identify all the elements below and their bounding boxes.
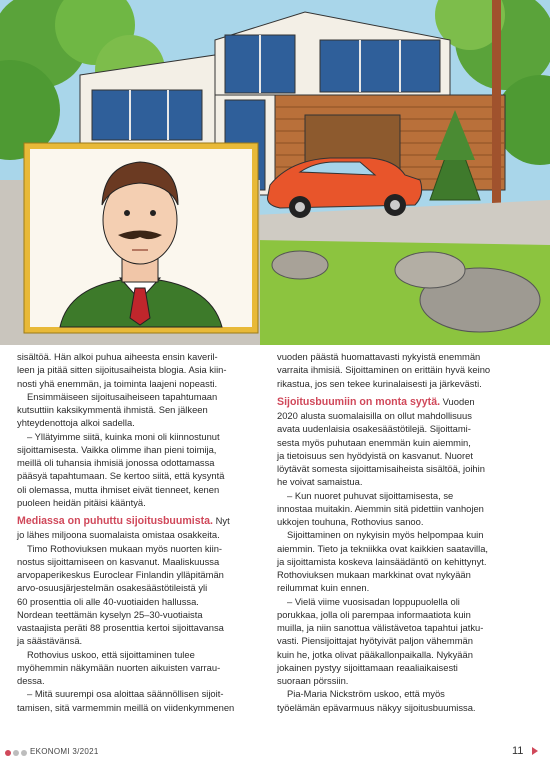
page-number: 11 — [512, 745, 524, 757]
text-line: vuoden päästä huomattavasti nykyistä enemmän — [277, 351, 481, 362]
text-line: Sijoittaminen on nykyisin myös helpompaa kuin — [287, 529, 484, 541]
text-line: porukkaa, jolla oli parempaa informaatiota kuin — [277, 608, 471, 620]
text-line: Rothovius uskoo, että sijoittaminen tulee — [27, 648, 195, 660]
text-line: Timo Rothoviuksen mukaan myös nuorten kiin- — [27, 542, 223, 554]
footer-dots-icon — [5, 749, 29, 758]
text-line: sijoittamisesta. Vaikka olimme ihan pieni toimija, — [17, 443, 217, 455]
text-line: oli olemassa, mutta ihmiset eivät tienneet, kenen — [17, 483, 220, 495]
text-line: jokainen pystyy sijoittamaan reaaliaikaisesti — [277, 661, 458, 673]
text-line: suoraan pörssiin. — [277, 675, 349, 686]
text-line: ja sijoittamista koskeva lainsäädäntö on kehittynyt. — [277, 555, 487, 567]
section-subhead: Mediassa on puhuttu sijoitusbuumista. — [17, 515, 213, 527]
text-line: meillä oli tuhansia ihmisiä jonossa odottamassa — [17, 457, 215, 468]
text-line: varraita ihmisiä. Sijoittaminen on erittäin hyvä keino — [277, 364, 491, 376]
text-line: – Yllätyimme siitä, kuinka moni oli kiinnostunut — [27, 430, 220, 442]
text-line: pääsyä tapahtumaan. Se kertoo siitä, että kysyntä — [17, 470, 225, 482]
subhead-continuation: Vuoden — [440, 395, 475, 407]
subhead-line — [277, 395, 536, 409]
text-line: muilla, ja niin sanottua välistävetoa tapahtui jatku- — [277, 622, 484, 633]
next-page-arrow-icon[interactable] — [532, 747, 538, 755]
text-line: Pia-Maria Nickström uskoo, että myös — [287, 688, 445, 700]
subhead-continuation: Nyt — [213, 515, 230, 526]
article-illustration — [0, 0, 550, 345]
text-line: 2020 alusta suomalaisilla on ollut mahdollisuus — [277, 410, 472, 421]
text-line: innostaa muitakin. Aiemmin sitä pidettiin vanhojen — [277, 502, 484, 514]
text-line: Ensimmäiseen sijoitusaiheiseen tapahtumaan — [27, 390, 218, 402]
house-illustration — [0, 0, 550, 345]
text-line: ja säästävänsä. — [17, 635, 83, 647]
text-line: yhteydenottoja alkoi sadella. — [17, 417, 135, 429]
text-line: – Vielä viime vuosisadan loppupuolella oli — [287, 595, 460, 607]
text-line: 60 prosenttia oli alle 40-vuotiaiden hallussa. — [17, 595, 199, 607]
text-line: sesta myös puhutaan enemmän kuin aiemmin, — [277, 436, 471, 448]
text-line: puoleen heidän pitäisi kääntyä. — [17, 496, 146, 508]
text-line: työelämän epävarmuus näkyy sijoitusbuumissa. — [277, 701, 476, 713]
text-line: arvopaperikeskus Euroclear Finlandin ylläpitämän — [17, 569, 224, 580]
text-line: reilummat kuin ennen. — [277, 582, 370, 594]
left-text-column — [17, 350, 276, 714]
text-line: kuin he, jotka olivat pääkallonpaikalla. Nykyään — [277, 648, 473, 660]
page-footer — [0, 740, 550, 760]
text-line: – Kun nuoret puhuvat sijoittamisesta, se — [287, 489, 454, 501]
text-line: Nordean teettämän kyselyn 25–30-vuotiaista — [17, 608, 203, 620]
text-line: aiemmin. Tieto ja tekniikka ovat kaikkien saatavilla, — [277, 542, 489, 554]
text-line: ukkojen touhuna, Rothovius sanoo. — [277, 516, 424, 527]
text-line: nostus sijoittamiseen on kasvanut. Maaliskuussa — [17, 555, 220, 567]
text-line: kutsuttiin kaksikymmentä ihmistä. Sen jälkeen — [17, 404, 208, 415]
text-line: Rothoviuksen mukaan markkinat ovat nykyään — [277, 569, 471, 580]
section-subhead: Sijoitusbuumiin on monta syytä. — [277, 395, 441, 408]
text-line: avata uudenlaisia osakesäästötilejä. Sijoittami- — [277, 423, 471, 435]
text-line: nosti yhä enemmän, ja toiminta laajeni nopeasti. — [17, 377, 218, 389]
text-line: sisältöä. Hän alkoi puhua aiheesta ensin kaveril- — [17, 351, 218, 362]
text-line: ja tietoisuus sen hyödyistä on kasvanut. Nuoret — [277, 449, 473, 461]
text-line: dessa. — [17, 675, 45, 686]
text-line: – Mitä suurempi osa aloittaa säännöllisen sijoit- — [27, 688, 224, 700]
text-line: he voivat samaistua. — [277, 476, 363, 488]
subhead-line — [17, 514, 276, 528]
text-line: vasti. Piensijoittajat hyötyivät paljon vähemmän — [277, 635, 473, 647]
text-line: tamisen, sitä varmemmin meillä on viidenkymmenen — [17, 701, 235, 713]
text-line: myöhemmin näkymään nuorten aikuisten varrau- — [17, 661, 221, 673]
text-line: löytävät somesta sijoittamisaiheista sisältöä, joihin — [277, 463, 485, 474]
text-line: vastaajista peräti 88 prosenttia kertoi sijoittavansa — [17, 622, 224, 633]
text-line: rikastua, jos sen tekee kurinalaisesti ja järkevästi. — [277, 377, 482, 389]
magazine-issue: EKONOMI 3/2021 — [30, 747, 99, 756]
text-line: jo lähes miljoona suomalaista omistaa osakkeita. — [17, 529, 220, 541]
text-line: leen ja pitää sitten sijoitusaiheista blogia. Asia kiin- — [17, 364, 227, 376]
right-text-column — [277, 350, 536, 714]
text-line: arvo-osuusjärjestelmän osakesäästötileistä yli — [17, 582, 208, 594]
